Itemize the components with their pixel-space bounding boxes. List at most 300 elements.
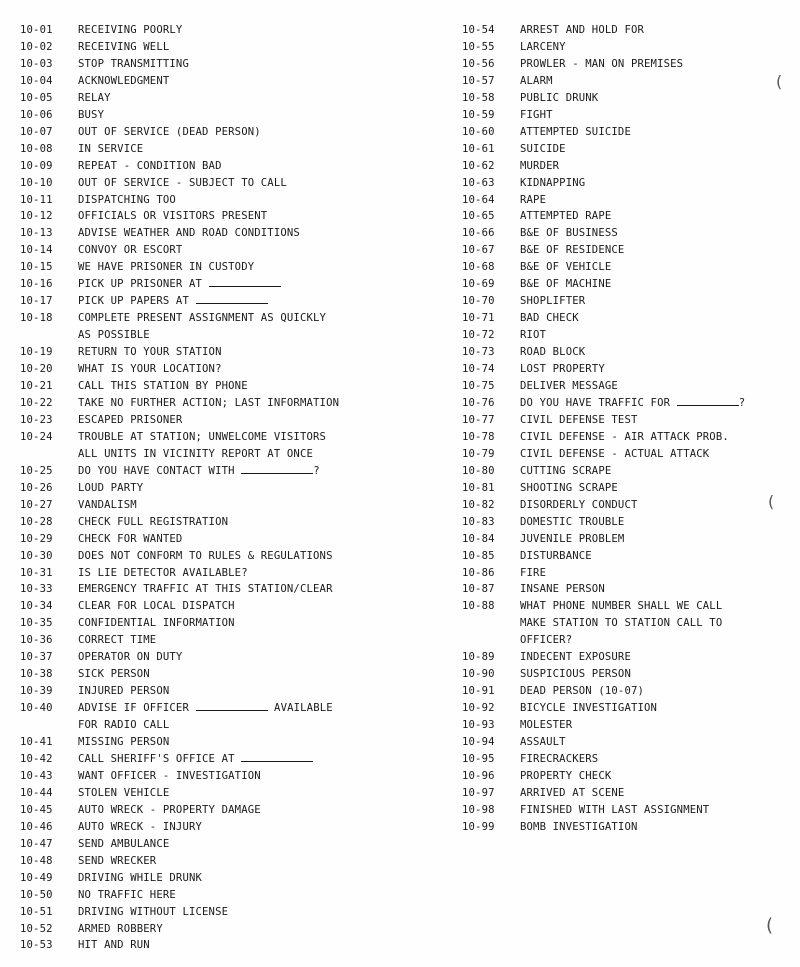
ten-code-meaning-line — [78, 141, 143, 158]
ten-code-entry — [20, 158, 450, 175]
ten-code-entry — [462, 412, 792, 429]
ten-code-number: 10-59 — [462, 108, 495, 121]
ten-code-entry — [462, 565, 792, 582]
ten-code-meaning-block — [78, 141, 143, 158]
ten-code-meaning-block — [520, 683, 644, 700]
ten-code-meaning: FIGHT — [520, 108, 553, 121]
ten-code-meaning-block — [78, 175, 287, 192]
ten-code-meaning-block — [78, 751, 313, 768]
ten-code-meaning: VANDALISM — [78, 498, 137, 511]
ten-code-meaning-line — [520, 22, 644, 39]
ten-code-meaning-block — [520, 293, 585, 310]
ten-code-meaning-block — [520, 90, 598, 107]
ten-code-meaning-block — [520, 819, 638, 836]
ten-code-meaning-block — [78, 802, 261, 819]
ten-code-meaning: ADVISE WEATHER AND ROAD CONDITIONS — [78, 227, 300, 240]
ten-code-meaning-line — [78, 463, 320, 480]
ten-code-meaning: BOMB INVESTIGATION — [520, 820, 638, 833]
ten-code-meaning-line — [78, 412, 182, 429]
ten-code-entry — [20, 412, 450, 429]
ten-code-number: 10-16 — [20, 278, 53, 291]
ten-code-number: 10-08 — [20, 142, 53, 155]
ten-code-meaning-block — [520, 565, 546, 582]
ten-code-number: 10-98 — [462, 803, 495, 816]
ten-code-meaning-block — [78, 39, 169, 56]
ten-code-meaning-line — [78, 548, 333, 565]
ten-code-meaning: SEND WRECKER — [78, 854, 157, 867]
ten-code-meaning: DO YOU HAVE CONTACT WITH — [78, 464, 235, 477]
ten-code-meaning-block — [520, 310, 579, 327]
ten-code-entry — [462, 90, 792, 107]
ten-code-meaning-block — [78, 192, 176, 209]
ten-code-meaning: DISORDERLY CONDUCT — [520, 498, 638, 511]
ten-code-entry — [462, 276, 792, 293]
ten-code-meaning-line — [520, 259, 611, 276]
ten-code-number: 10-95 — [462, 752, 495, 765]
ten-code-meaning-block — [520, 73, 553, 90]
ten-code-entry — [20, 225, 450, 242]
ten-code-meaning: DISPATCHING TOO — [78, 193, 176, 206]
ten-code-meaning: CHECK FOR WANTED — [78, 532, 183, 545]
ten-code-meaning-line — [520, 700, 657, 717]
ten-code-meaning-line — [520, 175, 585, 192]
ten-code-meaning-line — [520, 531, 624, 548]
ten-code-number: 10-62 — [462, 159, 495, 172]
ten-code-meaning-block — [78, 480, 143, 497]
ten-code-meaning: BICYCLE INVESTIGATION — [520, 702, 658, 715]
ten-code-number: 10-64 — [462, 193, 495, 206]
ten-code-meaning-line — [78, 208, 267, 225]
ten-code-entry — [20, 548, 450, 565]
ten-code-meaning-line — [78, 514, 228, 531]
ten-code-meaning: ATTEMPTED SUICIDE — [520, 125, 631, 138]
scan-speck: ( — [766, 915, 774, 936]
ten-code-meaning-block — [78, 429, 326, 463]
ten-code-number: 10-07 — [20, 125, 53, 138]
ten-code-entry — [20, 531, 450, 548]
ten-code-number: 10-61 — [462, 142, 495, 155]
ten-code-meaning: LARCENY — [520, 40, 566, 53]
ten-code-meaning: MOLESTER — [520, 719, 573, 732]
ten-code-entry — [20, 565, 450, 582]
ten-code-number: 10-96 — [462, 769, 495, 782]
ten-code-number: 10-35 — [20, 617, 53, 630]
ten-code-meaning: B&E OF MACHINE — [520, 278, 612, 291]
ten-code-meaning: DELIVER MESSAGE — [520, 380, 618, 393]
ten-code-meaning: DOES NOT CONFORM TO RULES & REGULATIONS — [78, 549, 333, 562]
ten-code-meaning-line — [520, 514, 624, 531]
ten-code-meaning: EMERGENCY TRAFFIC AT THIS STATION/CLEAR — [78, 583, 333, 596]
ten-code-meaning-suffix: ? — [738, 396, 746, 409]
ten-code-entry — [462, 242, 792, 259]
ten-code-meaning: B&E OF BUSINESS — [520, 227, 618, 240]
ten-code-meaning-block — [520, 22, 644, 39]
ten-code-meaning-line — [78, 819, 202, 836]
ten-code-entry — [20, 497, 450, 514]
ten-code-meaning-line — [520, 39, 566, 56]
ten-code-meaning: ROAD BLOCK — [520, 346, 586, 359]
ten-code-number: 10-58 — [462, 91, 495, 104]
fill-in-blank — [677, 396, 739, 406]
ten-code-meaning-block — [78, 22, 182, 39]
ten-codes-right-column — [462, 22, 792, 836]
ten-code-meaning-line — [520, 395, 745, 412]
ten-code-meaning-block — [520, 141, 566, 158]
ten-code-number: 10-33 — [20, 583, 53, 596]
ten-code-meaning-block — [520, 717, 572, 734]
ten-code-meaning-block — [78, 361, 222, 378]
ten-code-number: 10-52 — [20, 922, 53, 935]
ten-code-meaning-block — [520, 785, 624, 802]
ten-code-entry — [20, 361, 450, 378]
ten-code-meaning-block — [78, 785, 169, 802]
ten-code-meaning: OPERATOR ON DUTY — [78, 651, 183, 664]
ten-code-meaning-block — [78, 870, 202, 887]
ten-code-meaning: LOUD PARTY — [78, 481, 144, 494]
ten-code-number: 10-46 — [20, 820, 53, 833]
ten-code-entry — [462, 446, 792, 463]
ten-code-number: 10-77 — [462, 413, 495, 426]
ten-code-entry — [462, 717, 792, 734]
ten-code-entry — [20, 90, 450, 107]
ten-code-entry — [462, 666, 792, 683]
ten-code-number: 10-30 — [20, 549, 53, 562]
ten-code-number: 10-91 — [462, 685, 495, 698]
ten-code-meaning: CALL SHERIFF'S OFFICE AT — [78, 752, 235, 765]
ten-code-number: 10-68 — [462, 261, 495, 274]
ten-code-meaning-line — [520, 361, 605, 378]
ten-code-number: 10-36 — [20, 634, 53, 647]
ten-code-entry — [462, 751, 792, 768]
ten-code-meaning-block — [78, 242, 182, 259]
ten-code-meaning-line — [78, 39, 169, 56]
ten-code-entry — [20, 344, 450, 361]
ten-code-entry — [462, 598, 792, 649]
fill-in-blank — [241, 752, 313, 762]
ten-code-meaning-line — [520, 785, 624, 802]
ten-code-meaning: FIRE — [520, 566, 547, 579]
ten-code-number: 10-78 — [462, 430, 495, 443]
ten-code-entry — [20, 192, 450, 209]
ten-code-meaning: CLEAR FOR LOCAL DISPATCH — [78, 600, 235, 613]
ten-code-entry — [20, 751, 450, 768]
ten-code-meaning-block — [78, 937, 150, 954]
ten-code-meaning-line — [520, 412, 638, 429]
ten-code-meaning-block — [78, 853, 156, 870]
ten-code-entry — [20, 259, 450, 276]
ten-code-meaning-line — [520, 141, 566, 158]
ten-code-meaning-line — [520, 327, 546, 344]
ten-code-meaning-block — [78, 700, 333, 734]
ten-code-meaning-line — [520, 208, 611, 225]
ten-code-meaning-line — [520, 73, 553, 90]
fill-in-blank — [209, 277, 281, 287]
ten-code-meaning-block — [520, 242, 624, 259]
ten-code-meaning: WANT OFFICER - INVESTIGATION — [78, 769, 261, 782]
ten-code-entry — [20, 853, 450, 870]
ten-code-entry — [20, 73, 450, 90]
ten-code-meaning: OUT OF SERVICE (DEAD PERSON) — [78, 125, 261, 138]
ten-code-entry — [20, 463, 450, 480]
ten-code-entry — [462, 192, 792, 209]
ten-code-meaning-block — [78, 531, 182, 548]
ten-code-meaning: TAKE NO FURTHER ACTION; LAST INFORMATION — [78, 396, 340, 409]
ten-code-meaning: CONVOY OR ESCORT — [78, 244, 183, 257]
ten-code-entry — [20, 141, 450, 158]
ten-code-meaning-block — [520, 514, 624, 531]
ten-code-number: 10-39 — [20, 685, 53, 698]
ten-code-number: 10-34 — [20, 600, 53, 613]
ten-code-entry — [20, 208, 450, 225]
ten-code-meaning: CHECK FULL REGISTRATION — [78, 515, 229, 528]
ten-code-meaning: SUSPICIOUS PERSON — [520, 668, 631, 681]
ten-code-number: 10-06 — [20, 108, 53, 121]
ten-code-number: 10-43 — [20, 769, 53, 782]
ten-code-meaning-line — [520, 158, 559, 175]
ten-code-entry — [20, 175, 450, 192]
ten-code-meaning-line — [520, 548, 592, 565]
ten-code-meaning-block — [520, 700, 657, 717]
ten-code-meaning-block — [78, 412, 182, 429]
ten-code-meaning-block — [78, 921, 163, 938]
ten-code-meaning-block — [520, 649, 631, 666]
ten-code-meaning-line — [78, 598, 235, 615]
ten-code-meaning-line — [78, 581, 333, 598]
ten-code-meaning-line — [520, 107, 553, 124]
ten-code-entry — [20, 310, 450, 344]
ten-code-meaning-block — [78, 598, 235, 615]
ten-code-meaning-line — [78, 344, 222, 361]
ten-code-meaning-line — [78, 192, 176, 209]
ten-code-entry — [462, 310, 792, 327]
ten-code-meaning: RELAY — [78, 91, 111, 104]
ten-code-meaning-block — [78, 158, 222, 175]
ten-code-entry — [462, 73, 792, 90]
ten-code-number: 10-54 — [462, 24, 495, 36]
ten-codes-left-column — [20, 22, 450, 954]
ten-code-meaning-block — [78, 836, 169, 853]
ten-code-meaning-block — [78, 378, 248, 395]
ten-code-entry — [20, 937, 450, 954]
ten-code-entry — [462, 514, 792, 531]
ten-code-meaning-line — [78, 632, 156, 649]
ten-code-entry — [462, 581, 792, 598]
ten-code-number: 10-20 — [20, 363, 53, 376]
ten-code-meaning-block — [78, 310, 326, 344]
ten-code-entry — [20, 836, 450, 853]
ten-code-meaning: SEND AMBULANCE — [78, 837, 170, 850]
ten-code-meaning-block — [78, 225, 300, 242]
ten-code-meaning: RAPE — [520, 193, 547, 206]
ten-code-meaning-line — [520, 598, 722, 615]
ten-code-entry — [20, 904, 450, 921]
ten-code-meaning-block — [78, 276, 281, 293]
ten-code-entry — [462, 768, 792, 785]
ten-code-entry — [462, 124, 792, 141]
ten-code-meaning-block — [520, 192, 546, 209]
ten-code-meaning-line — [78, 429, 326, 446]
ten-code-meaning: WHAT IS YOUR LOCATION? — [78, 363, 222, 376]
ten-code-number: 10-51 — [20, 905, 53, 918]
ten-code-number: 10-21 — [20, 380, 53, 393]
ten-code-meaning-block — [520, 598, 722, 649]
ten-code-number: 10-17 — [20, 295, 53, 308]
ten-code-entry — [20, 632, 450, 649]
ten-code-number: 10-92 — [462, 702, 495, 715]
ten-code-meaning-line — [78, 293, 268, 310]
ten-code-meaning: CIVIL DEFENSE - AIR ATTACK PROB. — [520, 430, 729, 443]
ten-code-meaning: AUTO WRECK - INJURY — [78, 820, 203, 833]
ten-code-number: 10-85 — [462, 549, 495, 562]
ten-code-meaning-block — [520, 158, 559, 175]
ten-code-meaning: DRIVING WITHOUT LICENSE — [78, 905, 229, 918]
ten-code-meaning-block — [520, 497, 638, 514]
ten-code-meaning-line — [520, 242, 624, 259]
ten-code-entry — [462, 158, 792, 175]
ten-code-meaning: SICK PERSON — [78, 668, 150, 681]
ten-code-meaning-block — [78, 734, 169, 751]
ten-code-meaning: DRIVING WHILE DRUNK — [78, 871, 203, 884]
ten-code-meaning-line — [78, 242, 182, 259]
ten-code-meaning-line — [520, 565, 546, 582]
ten-code-number: 10-22 — [20, 396, 53, 409]
ten-code-meaning-line — [78, 378, 248, 395]
ten-code-meaning-block — [520, 361, 605, 378]
ten-code-entry — [20, 22, 450, 39]
ten-code-number: 10-44 — [20, 786, 53, 799]
ten-code-meaning-line — [78, 124, 261, 141]
ten-code-meaning-block — [78, 90, 111, 107]
ten-code-meaning-line — [520, 802, 709, 819]
ten-code-meaning-line — [78, 158, 222, 175]
ten-code-meaning-line — [78, 700, 333, 717]
ten-code-number: 10-27 — [20, 498, 53, 511]
ten-code-meaning-line — [520, 310, 579, 327]
ten-code-meaning-block — [78, 208, 267, 225]
ten-code-meaning: DISTURBANCE — [520, 549, 592, 562]
ten-code-meaning-block — [520, 276, 611, 293]
ten-code-number: 10-81 — [462, 481, 495, 494]
ten-code-meaning-block — [520, 208, 611, 225]
ten-code-meaning-line — [78, 531, 182, 548]
ten-code-number: 10-63 — [462, 176, 495, 189]
ten-code-meaning: DEAD PERSON (10-07) — [520, 685, 645, 698]
ten-code-entry — [462, 463, 792, 480]
ten-code-meaning-line — [520, 446, 709, 463]
ten-code-entry — [20, 276, 450, 293]
ten-code-number: 10-04 — [20, 74, 53, 87]
fill-in-blank — [196, 701, 268, 711]
ten-code-meaning: STOLEN VEHICLE — [78, 786, 170, 799]
ten-code-entry — [20, 700, 450, 734]
ten-code-number: 10-93 — [462, 719, 495, 732]
ten-code-entry — [20, 598, 450, 615]
ten-code-entry — [20, 683, 450, 700]
ten-code-number: 10-23 — [20, 413, 53, 426]
ten-code-number: 10-57 — [462, 74, 495, 87]
ten-code-entry — [20, 124, 450, 141]
ten-code-meaning-block — [78, 904, 228, 921]
ten-code-number: 10-70 — [462, 295, 495, 308]
ten-code-number: 10-09 — [20, 159, 53, 172]
ten-code-meaning-line — [78, 56, 189, 73]
ten-code-meaning-line — [520, 293, 585, 310]
ten-code-number: 10-15 — [20, 261, 53, 274]
ten-code-meaning-line — [520, 666, 631, 683]
ten-code-entry — [462, 39, 792, 56]
ten-code-meaning-line — [78, 649, 182, 666]
ten-code-entry — [462, 107, 792, 124]
ten-code-number: 10-49 — [20, 871, 53, 884]
ten-code-meaning-line — [520, 276, 611, 293]
ten-code-meaning: ACKNOWLEDGMENT — [78, 74, 170, 87]
ten-code-entry — [20, 802, 450, 819]
ten-code-meaning: SHOPLIFTER — [520, 295, 586, 308]
ten-code-entry — [20, 581, 450, 598]
ten-code-meaning-block — [78, 124, 261, 141]
ten-code-meaning-block — [78, 649, 182, 666]
ten-code-meaning-block — [78, 463, 320, 480]
ten-code-meaning-block — [520, 259, 611, 276]
ten-code-meaning: ATTEMPTED RAPE — [520, 210, 612, 223]
ten-code-meaning-line — [78, 734, 169, 751]
ten-code-entry — [20, 429, 450, 463]
ten-code-entry — [462, 531, 792, 548]
ten-code-meaning-line — [78, 666, 150, 683]
ten-code-meaning: CALL THIS STATION BY PHONE — [78, 380, 248, 393]
ten-code-number: 10-45 — [20, 803, 53, 816]
ten-code-meaning: NO TRAFFIC HERE — [78, 888, 176, 901]
ten-code-meaning: RIOT — [520, 329, 547, 342]
ten-code-entry — [462, 429, 792, 446]
ten-code-meaning-block — [78, 683, 169, 700]
ten-code-meaning: ESCAPED PRISONER — [78, 413, 183, 426]
ten-code-number: 10-47 — [20, 837, 53, 850]
ten-code-number: 10-05 — [20, 91, 53, 104]
ten-code-meaning: CORRECT TIME — [78, 634, 157, 647]
ten-code-entry — [20, 921, 450, 938]
ten-code-number: 10-25 — [20, 464, 53, 477]
ten-code-meaning: OUT OF SERVICE - SUBJECT TO CALL — [78, 176, 287, 189]
ten-code-meaning: STOP TRANSMITTING — [78, 57, 189, 70]
ten-code-meaning-block — [78, 565, 248, 582]
ten-code-meaning: INDECENT EXPOSURE — [520, 651, 631, 664]
ten-code-entry — [20, 887, 450, 904]
ten-code-number: 10-86 — [462, 566, 495, 579]
scan-speck: ( — [768, 492, 775, 511]
ten-code-number: 10-84 — [462, 532, 495, 545]
ten-code-entry — [462, 141, 792, 158]
ten-code-number: 10-89 — [462, 651, 495, 664]
ten-code-meaning-block — [78, 819, 202, 836]
ten-code-number: 10-01 — [20, 24, 53, 36]
ten-code-meaning: BAD CHECK — [520, 312, 579, 325]
ten-code-meaning-block — [520, 751, 598, 768]
ten-code-number: 10-75 — [462, 380, 495, 393]
ten-code-meaning-line — [78, 565, 248, 582]
ten-code-meaning-block — [78, 514, 228, 531]
ten-code-number: 10-12 — [20, 210, 53, 223]
ten-code-meaning: ALARM — [520, 74, 553, 87]
ten-code-number: 10-03 — [20, 57, 53, 70]
ten-code-meaning-block — [520, 327, 546, 344]
ten-code-meaning: BUSY — [78, 108, 105, 121]
ten-code-number: 10-79 — [462, 447, 495, 460]
ten-code-meaning: B&E OF RESIDENCE — [520, 244, 625, 257]
ten-code-entry — [462, 480, 792, 497]
ten-code-meaning-line — [520, 768, 611, 785]
ten-code-meaning-block — [520, 463, 611, 480]
